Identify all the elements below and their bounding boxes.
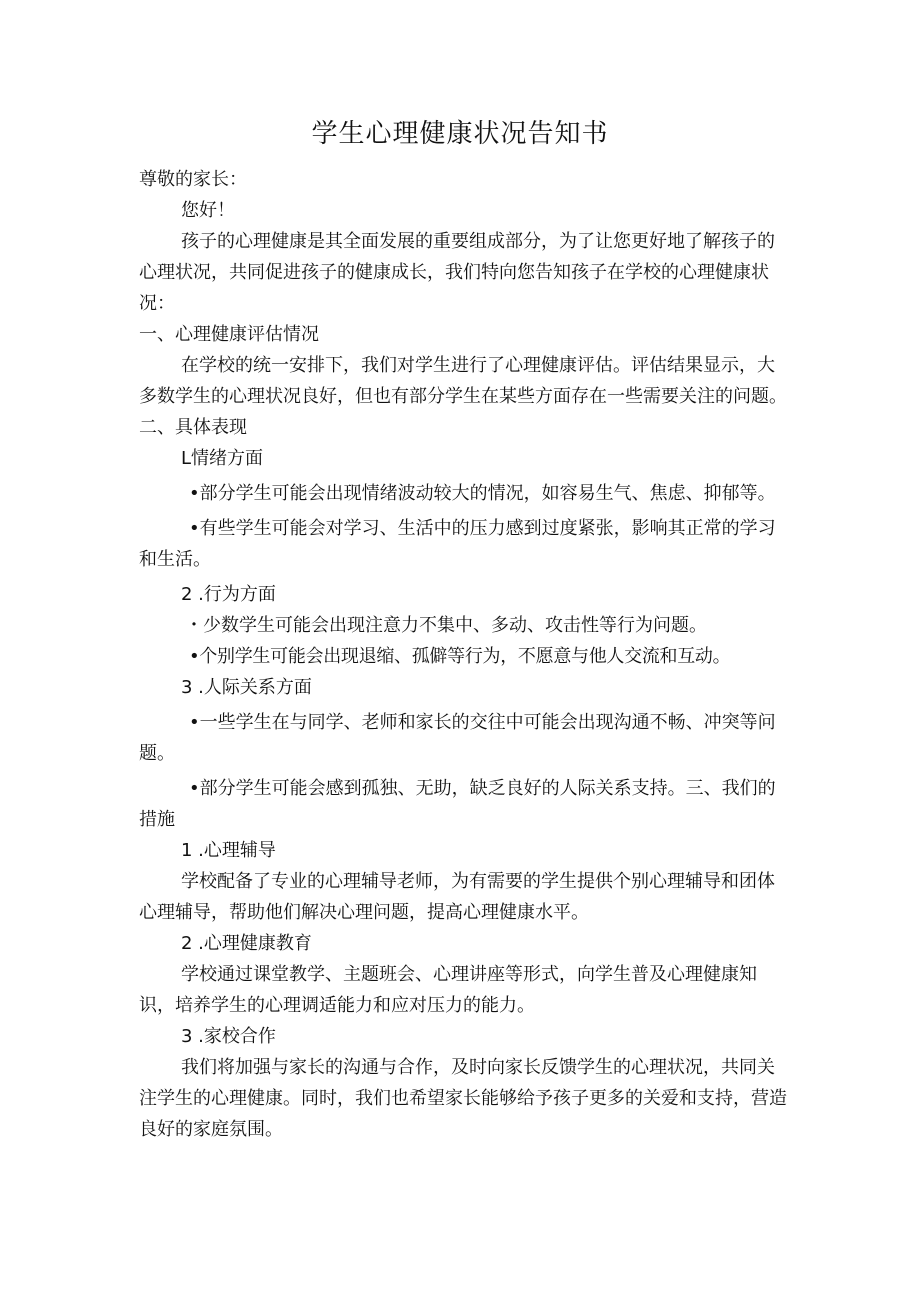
document-title: 学生心理健康状况告知书	[311, 119, 609, 149]
measure-education-heading: 2 .心理健康教育	[181, 933, 312, 954]
bullet-item: •部分学生可能会出现情绪波动较大的情况，如容易生气、焦虑、抑郁等。	[189, 483, 776, 504]
measure-cooperation-body: 我们将加强与家长的沟通与合作，及时向家长反馈学生的心理状况，共同关注学生的心理健康。同时，我们也希望家长能够给予孩子更多的关爱和支持，营造良好的家庭氛围。	[139, 1057, 787, 1140]
subsection-behavior-heading: 2 .行为方面	[181, 584, 276, 605]
section-1-body: 在学校的统一安排下，我们对学生进行了心理健康评估。评估结果显示，大多数学生的心理状况良好，但也有部分学生在某些方面存在一些需要关注的问题。	[139, 355, 787, 407]
bullet-item: ・少数学生可能会出现注意力不集中、多动、攻击性等行为问题。	[185, 615, 707, 636]
measure-cooperation-heading: 3 .家校合作	[181, 1026, 276, 1047]
salutation: 尊敬的家长：	[139, 169, 247, 190]
bullet-item: •有些学生可能会对学习、生活中的压力感到过度紧张，影响其正常的学习和生活。	[139, 518, 776, 570]
greeting: 您好！	[181, 200, 235, 221]
measure-education-body: 学校通过课堂教学、主题班会、心理讲座等形式，向学生普及心理健康知识，培养学生的心理调适能力和应对压力的能力。	[139, 964, 757, 1016]
measure-counseling-heading: 1 .心理辅导	[181, 840, 276, 861]
intro-paragraph: 孩子的心理健康是其全面发展的重要组成部分，为了让您更好地了解孩子的心理状况，共同促进孩子的健康成长，我们特向您告知孩子在学校的心理健康状况：	[139, 231, 775, 314]
section-1-heading: 一、心理健康评估情况	[139, 324, 319, 345]
document-body	[139, 164, 787, 1145]
subsection-relationship-heading: 3 .人际关系方面	[181, 677, 312, 698]
measure-counseling-body: 学校配备了专业的心理辅导老师，为有需要的学生提供个别心理辅导和团体心理辅导，帮助他们解决心理问题，提高心理健康水平。	[139, 871, 775, 923]
bullet-item: •一些学生在与同学、老师和家长的交往中可能会出现沟通不畅、冲突等问题。	[139, 712, 776, 764]
section-2-heading: 二、具体表现	[139, 417, 247, 438]
bullet-item: •个别学生可能会出现退缩、孤僻等行为，不愿意与他人交流和互动。	[189, 646, 731, 667]
bullet-item: •部分学生可能会感到孤独、无助，缺乏良好的人际关系支持。三、我们的措施	[139, 778, 776, 830]
subsection-emotion-heading: L情绪方面	[181, 448, 264, 469]
